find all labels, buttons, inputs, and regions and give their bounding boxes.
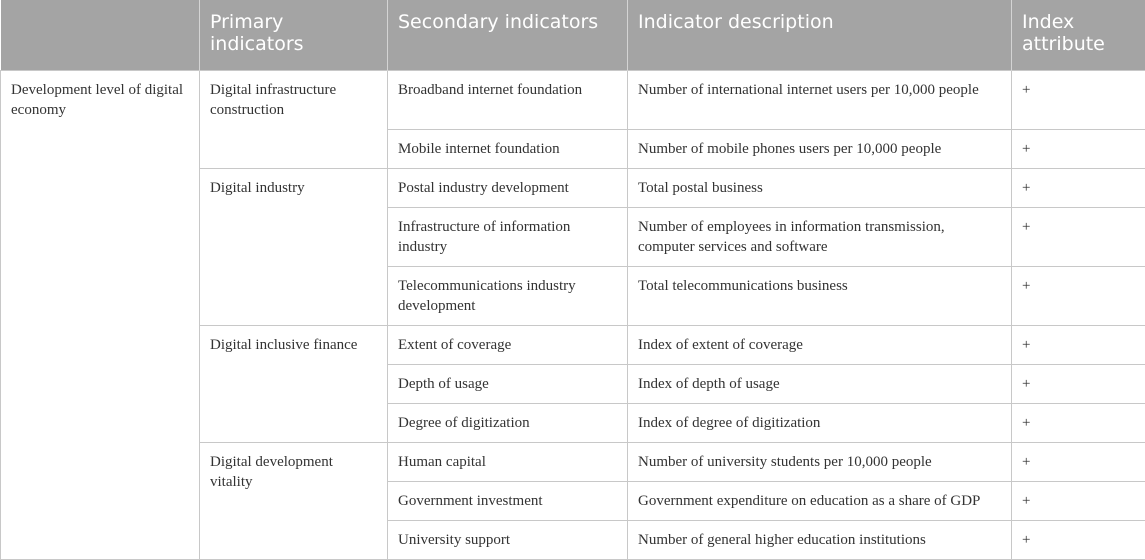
table-header xyxy=(1,0,1145,71)
header-attribute-line-2: attribute xyxy=(1022,33,1105,55)
secondary-indicator-cell: Telecommunications industry development xyxy=(388,267,628,326)
index-attribute-cell: + xyxy=(1012,482,1145,521)
primary-indicator-cell: Digital infrastructure construction xyxy=(200,71,388,169)
header-row xyxy=(1,0,1145,71)
header-primary-line-1: Primary xyxy=(210,11,283,33)
indicator-description-cell: Number of university students per 10,000 people xyxy=(628,443,1012,482)
header-indicator-description: Indicator description xyxy=(628,0,1012,71)
indicator-description-cell: Number of general higher education institutions xyxy=(628,521,1012,560)
index-attribute-cell: + xyxy=(1012,326,1145,365)
secondary-indicator-cell: Infrastructure of information industry xyxy=(388,208,628,267)
indicator-description-cell: Total telecommunications business xyxy=(628,267,1012,326)
secondary-indicator-cell: Degree of digitization xyxy=(388,404,628,443)
index-attribute-cell: + xyxy=(1012,365,1145,404)
indicator-description-cell: Index of depth of usage xyxy=(628,365,1012,404)
header-primary-line-2: indicators xyxy=(210,33,304,55)
header-attribute-line-1: Index xyxy=(1022,11,1074,33)
secondary-indicator-cell: Postal industry development xyxy=(388,169,628,208)
primary-indicator-cell: Digital industry xyxy=(200,169,388,326)
table-body xyxy=(1,71,1145,560)
header-secondary-indicators: Secondary indicators xyxy=(388,0,628,71)
primary-indicator-cell: Digital development vitality xyxy=(200,443,388,560)
indicator-description-cell: Number of international internet users per 10,000 people xyxy=(628,71,1012,130)
indicator-description-cell: Government expenditure on education as a share of GDP xyxy=(628,482,1012,521)
indicator-description-cell: Number of mobile phones users per 10,000 people xyxy=(628,130,1012,169)
secondary-indicator-cell: Broadband internet foundation xyxy=(388,71,628,130)
indicator-description-cell: Number of employees in information transmission, computer services and software xyxy=(628,208,1012,267)
indicator-description-cell: Index of degree of digitization xyxy=(628,404,1012,443)
secondary-indicator-cell: Depth of usage xyxy=(388,365,628,404)
row-group-label: Development level of digital economy xyxy=(1,71,200,560)
indicator-description-cell: Index of extent of coverage xyxy=(628,326,1012,365)
secondary-indicator-cell: Human capital xyxy=(388,443,628,482)
index-attribute-cell: + xyxy=(1012,71,1145,130)
header-primary-indicators xyxy=(200,0,388,71)
primary-indicator-cell: Digital inclusive finance xyxy=(200,326,388,443)
index-attribute-cell: + xyxy=(1012,443,1145,482)
index-attribute-cell: + xyxy=(1012,267,1145,326)
index-attribute-cell: + xyxy=(1012,169,1145,208)
secondary-indicator-cell: Extent of coverage xyxy=(388,326,628,365)
secondary-indicator-cell: Government investment xyxy=(388,482,628,521)
index-attribute-cell: + xyxy=(1012,521,1145,560)
header-index-attribute xyxy=(1012,0,1145,71)
table-row xyxy=(1,71,1145,130)
header-cell-blank xyxy=(1,0,200,71)
secondary-indicator-cell: University support xyxy=(388,521,628,560)
index-attribute-cell: + xyxy=(1012,130,1145,169)
indicator-description-cell: Total postal business xyxy=(628,169,1012,208)
secondary-indicator-cell: Mobile internet foundation xyxy=(388,130,628,169)
index-attribute-cell: + xyxy=(1012,404,1145,443)
index-attribute-cell: + xyxy=(1012,208,1145,267)
